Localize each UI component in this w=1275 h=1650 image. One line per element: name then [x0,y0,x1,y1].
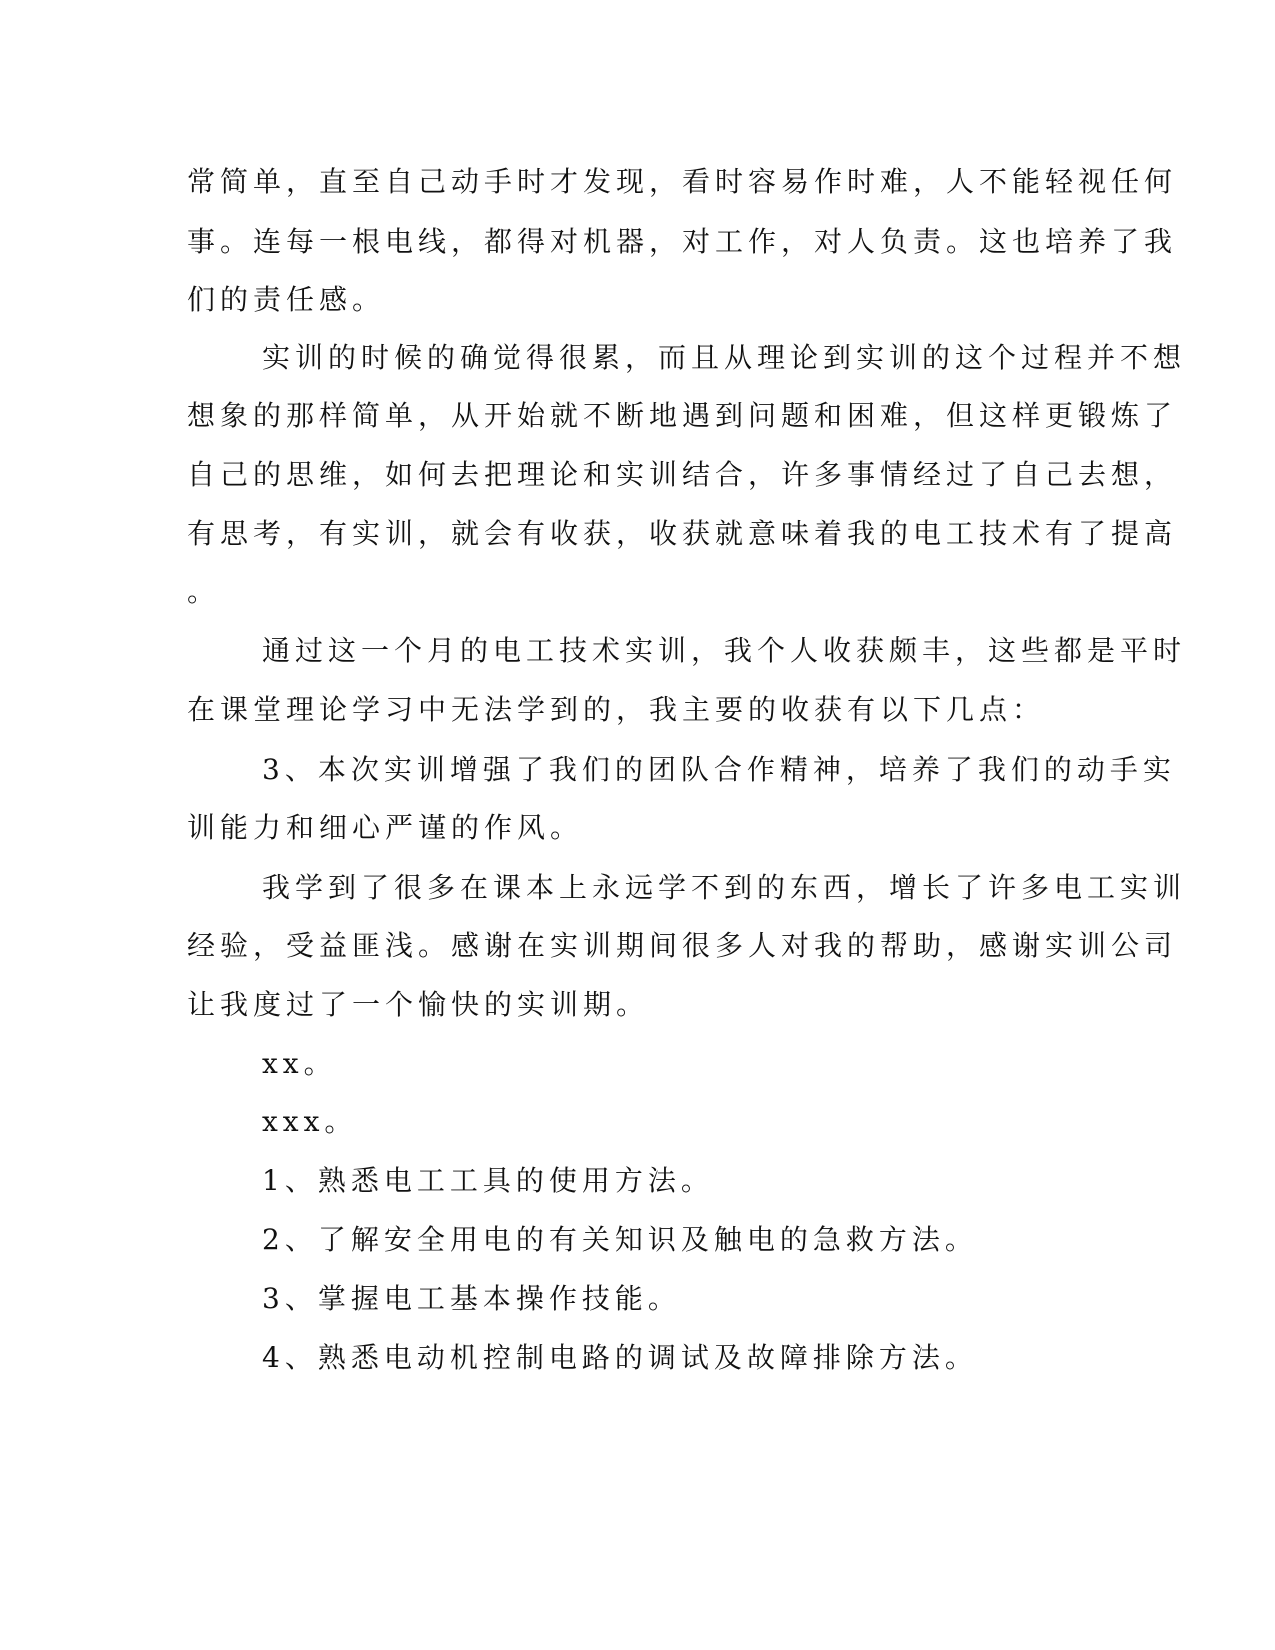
text-line: 常简单，直至自己动手时才发现，看时容易作时难，人不能轻视任何 [187,165,1178,198]
text-line: 。 [187,575,221,608]
text-line: 有思考，有实训，就会有收获，收获就意味着我的电工技术有了提高 [187,517,1178,550]
paragraph-first-line: 通过这一个月的电工技术实训，我个人收获颇丰，这些都是平时 [262,634,1187,667]
text-line: 让我度过了一个愉快的实训期。 [187,988,650,1021]
paragraph-first-line: 我学到了很多在课本上永远学不到的东西，增长了许多电工实训 [262,871,1187,904]
text-line: 想象的那样简单，从开始就不断地遇到问题和困难，但这样更锻炼了 [187,399,1178,432]
text-line: 经验，受益匪浅。感谢在实训期间很多人对我的帮助，感谢实训公司 [187,929,1178,962]
list-item: 3、本次实训增强了我们的团队合作精神，培养了我们的动手实 [262,753,1176,786]
list-item: 2、了解安全用电的有关知识及触电的急救方法。 [262,1223,978,1256]
text-line: 自己的思维，如何去把理论和实训结合，许多事情经过了自己去想， [187,458,1178,491]
text-line: 在课堂理论学习中无法学到的，我主要的收获有以下几点： [187,693,1046,726]
placeholder-line: xxx。 [262,1105,358,1138]
text-line: 事。连每一根电线，都得对机器，对工作，对人负责。这也培养了我 [187,225,1178,258]
list-item: 1、熟悉电工工具的使用方法。 [262,1164,714,1197]
text-line: 训能力和细心严谨的作风。 [187,811,584,844]
list-item: 4、熟悉电动机控制电路的调试及故障排除方法。 [262,1341,978,1374]
paragraph-first-line: 实训的时候的确觉得很累，而且从理论到实训的这个过程并不想 [262,341,1187,374]
placeholder-line: xx。 [262,1047,337,1080]
text-line: 们的责任感。 [187,283,386,316]
list-item: 3、掌握电工基本操作技能。 [262,1282,681,1315]
